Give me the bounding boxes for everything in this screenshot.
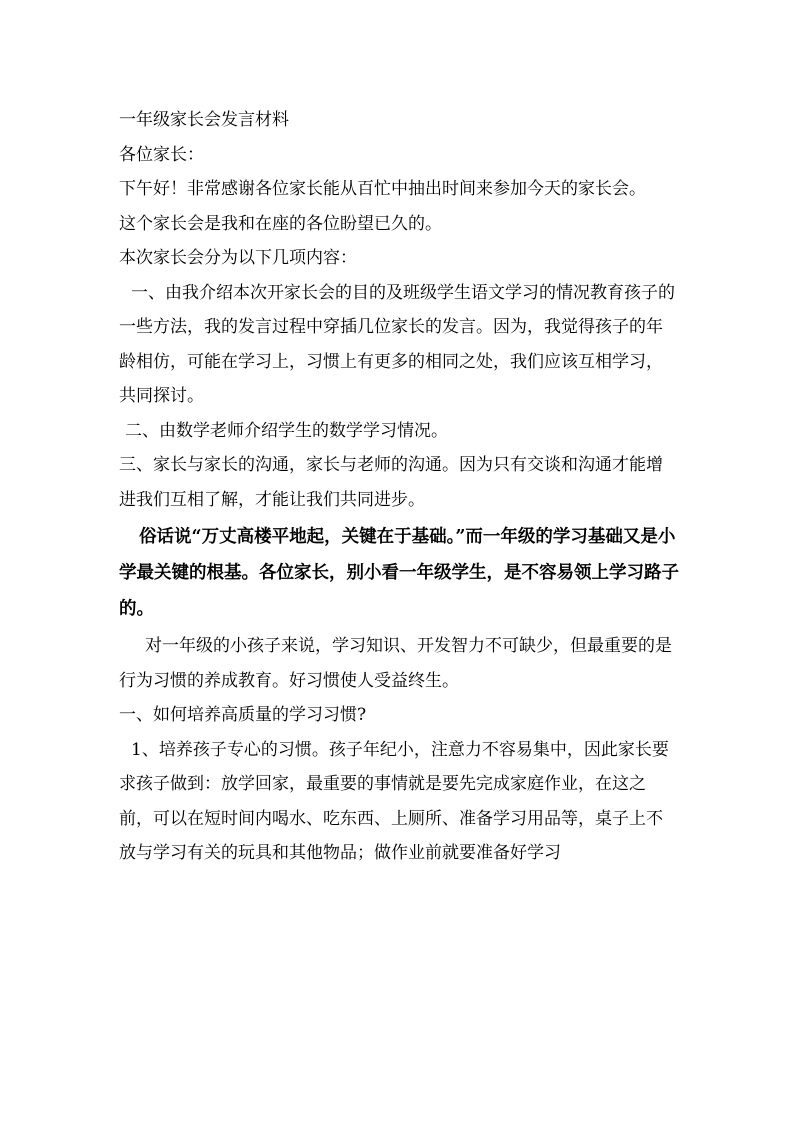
welcome-paragraph: 下午好！非常感谢各位家长能从百忙中抽出时间来参加今天的家长会。 这个家长会是我和在座的各位盼望已久的。 — [119, 179, 679, 234]
greeting-paragraph: 各位家长： — [119, 144, 204, 165]
question-paragraph: 一、如何培养高质量的学习习惯? — [119, 705, 367, 725]
agenda-item-3-paragraph: 三、家长与家长的沟通，家长与老师的沟通。因为只有交谈和沟通才能增进我们互相了解，才能让我们共同进步。 — [119, 455, 663, 510]
focus-habit-paragraph: 1、培养孩子专心的习惯。孩子年纪小，注意力不容易集中，因此家长要求孩子做到：放学回家，最重要的事情就是要先完成家庭作业，在这之前，可以在短时间内喝水、吃东西、上厕所、准备学习用品等，桌子上不放与学习有关的玩具和其他物品；做作业前就要准备好学习 — [119, 739, 669, 863]
agenda-item-1-paragraph: 一、由我介绍本次开家长会的目的及班级学生语文学习的情况教育孩子的一些方法，我的发言过程中穿插几位家长的发言。因为，我觉得孩子的年龄相仿，可能在学习上，习惯上有更多的相同之处，我们应该互相学习，共同探讨。 — [119, 282, 675, 406]
habits-paragraph: 对一年级的小孩子来说，学习知识、开发智力不可缺少，但最重要的是行为习惯的养成教育。好习惯使人受益终生。 — [119, 636, 672, 691]
agenda-item-2-paragraph: 二、由数学老师介绍学生的数学学习情况。 — [125, 420, 448, 441]
saying-paragraph: 俗话说“万丈高楼平地起，关键在于基础。”而一年级的学习基础又是小学最关键的根基。各位家长，别小看一年级学生，是不容易领上学习路子的。 — [119, 527, 679, 619]
agenda-intro-paragraph: 本次家长会分为以下几项内容： — [119, 248, 357, 268]
document-title: 一年级家长会发言材料 — [119, 110, 289, 130]
document-body — [119, 103, 679, 871]
